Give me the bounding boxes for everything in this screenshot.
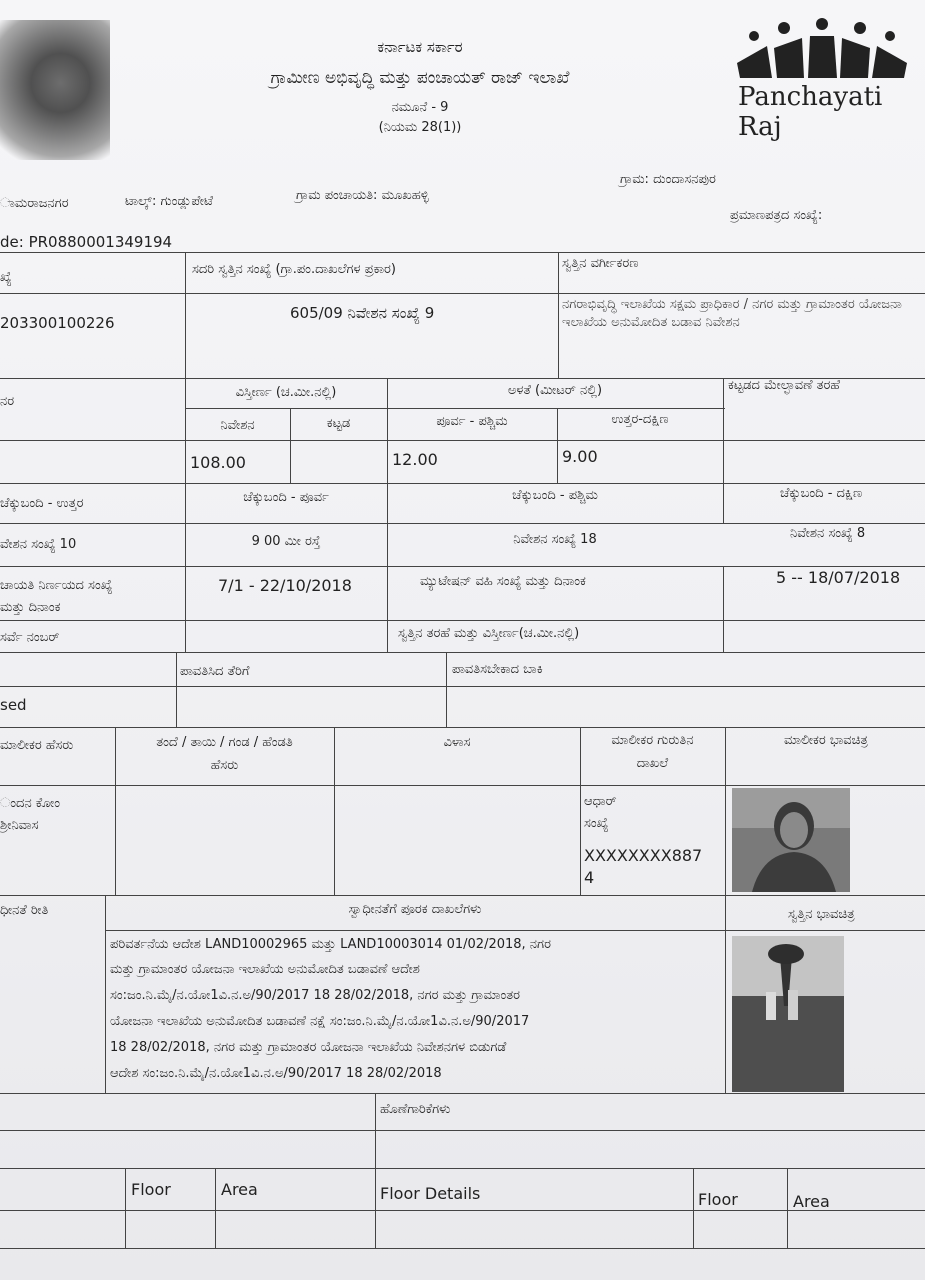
owner-name-2: ಶ್ರೀನಿವಾಸ [0,818,39,833]
grid-line [185,252,186,652]
property-photo [732,936,844,1092]
grid-line [0,523,925,524]
site-area-value: 108.00 [190,453,246,472]
grid-line [0,895,925,896]
grid-line [375,1093,376,1248]
boundary-east-value: 9 00 ಮೀ ರಸ್ತೆ [251,534,321,549]
property-number: 605/09 ನಿವೇಶನ ಸಂಖ್ಯೆ 9 [290,304,435,322]
property-photo-label: ಸ್ವತ್ತಿನ ಭಾವಚಿತ್ರ [788,907,855,922]
address-label: ವಿಳಾಸ [443,735,471,750]
ownership-mode-label: ಧೀನತೆ ರೀತಿ [0,903,49,918]
grid-line [105,930,925,931]
owner-id-label-2: ದಾಖಲೆ [636,756,669,771]
area-header-2: Area [793,1192,830,1211]
measurement-label: ಅಳತೆ (ಮೀಟರ್ ನಲ್ಲಿ) [507,383,603,398]
area-header: Area [221,1180,258,1199]
grid-line [725,727,726,1093]
grid-line [0,686,925,687]
boundary-south-value: ನಿವೇಶನ ಸಂಖ್ಯೆ 8 [790,526,866,541]
grid-line [723,378,724,523]
boundary-east-label: ಚೆಕ್ಕುಬಂದಿ - ಪೂರ್ವ [243,490,329,505]
grid-line [0,620,925,621]
resolution-value: 7/1 - 22/10/2018 [218,576,352,595]
supporting-doc-line: 18 28/02/2018, ನಗರ ಮತ್ತು ಗ್ರಾಮಾಂತರ ಯೋಜನಾ ಇಲಾಖೆಯ ನಿವೇಶನಗಳ ಬಿಡುಗಡೆ [110,1040,507,1055]
boundary-north-value: ವೇಶನ ಸಂಖ್ಯೆ 10 [0,537,77,552]
grid-line [0,785,925,786]
boundary-south-label: ಚೆಕ್ಕುಬಂದಿ - ದಕ್ಷಿಣ [780,486,863,501]
building-label: ಕಟ್ಟಡ [326,416,351,431]
department-title: ಗ್ರಾಮೀಣ ಅಭಿವೃದ್ಧಿ ಮತ್ತು ಪಂಚಾಯತ್ ರಾಜ್ ಇಲಾಖೆ [270,68,570,88]
property-classification: ನಗರಾಭಿವೃದ್ಧಿ ಇಲಾಖೆಯ ಸಕ್ಷಮ ಪ್ರಾಧಿಕಾರ / ನಗರ ಮತ್ತು ಗ್ರಾಮಾಂತರ ಯೋಜನಾ ಇಲಾಖೆಯ ಅನುಮೋದಿತ ಬಡಾವ ನಿವೇಶನ [562,297,902,330]
grid-line [115,727,116,895]
liabilities-label: ಹೊಣೆಗಾರಿಕೆಗಳು [380,1102,451,1117]
form-number: ನಮೂನೆ - 9 [391,100,449,115]
supporting-doc-line: ಪರಿವರ್ತನೆಯ ಆದೇಶ LAND10002965 ಮತ್ತು LAND10003014 01/02/2018, ನಗರ [110,937,551,952]
owner-id-label-1: ಮಾಲೀಕರ ಗುರುತಿನ [611,733,694,748]
gram-panchayat: ಗ್ರಾಮ ಪಂಚಾಯತಿ: ಮೂಖಹಳ್ಳಿ [296,188,429,203]
relation-label-2: ಹೆಸರು [210,758,239,773]
owner-name-1: ಂದನ ಕೋಂ [0,796,60,811]
tax-due-label: ಪಾವತಿಸಬೇಕಾದ ಬಾಕಿ [452,662,543,677]
id-number-value-2: 4 [584,868,595,887]
floor-details-header: Floor Details [380,1184,481,1203]
grid-line [0,483,925,484]
classification-label: ಸ್ವತ್ತಿನ ವರ್ಗೀಕರಣ [562,256,639,271]
property-number-label: ಸದರಿ ಸ್ವತ್ತಿನ ಸಂಖ್ಯೆ (ಗ್ರಾ.ಪಂ.ದಾಖಲೆಗಳ ಪ್ರಕಾರ) [192,262,396,277]
supporting-doc-line: ಆದೇಶ ಸಂ:ಜಂ.ನಿ.ಮೈ/ನ.ಯೋ1ವಿ.ನ.ಅ/90/2017 18 28/02/2018 [110,1066,442,1081]
grid-line [723,566,724,652]
supporting-doc-line: ಸಂ:ಜಂ.ನಿ.ಮೈ/ನ.ಯೋ1ವಿ.ನ.ಅ/90/2017 18 28/02/2018, ನಗರ ಮತ್ತು ಗ್ರಾಮಾಂತರ [110,988,520,1003]
state-emblem-icon [0,20,110,160]
tax-paid-label: ಪಾವತಿಸಿದ ತೆರಿಗೆ [180,664,250,679]
floor-header-2: Floor [698,1190,738,1209]
relation-label-1: ತಂದೆ / ತಾಯಿ / ಗಂಡ / ಹೆಂಡತಿ [156,735,293,750]
grid-line [185,408,725,409]
property-id-label: ಖ್ಯೆ [0,270,12,285]
roof-type-label: ಕಟ್ಟಡದ ಮೇಲ್ಛಾವಣೆ ತರಹೆ [728,378,840,393]
district: ಾಮರಾಜನಗರ [0,196,69,211]
grid-line [0,566,925,567]
grid-line [215,1168,216,1248]
tax-status: sed [0,696,27,714]
survey-number-label: ಸರ್ವೆ ನಂಬರ್ [0,630,60,645]
id-type: ಆಧಾರ್ [584,794,617,809]
property-id: 203300100226 [0,314,115,332]
area-label: ವಿಸ್ತೀರ್ಣ (ಚ.ಮೀ.ನಲ್ಲಿ) [235,385,337,400]
grid-line [105,895,106,1093]
resolution-label-1: ಚಾಯತಿ ನಿರ್ಣಯದ ಸಂಖ್ಯೆ [0,578,113,593]
boundary-north-label: ಚೆಕ್ಕುಬಂದಿ - ಉತ್ತರ [0,496,84,511]
grid-line [0,1248,925,1249]
north-south-value: 9.00 [562,447,598,466]
mutation-value: 5 -- 18/07/2018 [776,568,901,587]
grid-line [125,1168,126,1248]
logo-text: Panchayati Raj [738,82,883,142]
panchayati-raj-logo [732,18,912,80]
grid-line [558,252,559,378]
east-west-value: 12.00 [392,450,438,469]
resolution-label-2: ಮತ್ತು ದಿನಾಂಕ [0,600,61,615]
north-south-label: ಉತ್ತರ-ದಕ್ಷಿಣ [611,412,669,427]
grid-line [0,1093,925,1094]
grid-line [580,727,581,895]
supporting-doc-line: ಮತ್ತು ಗ್ರಾಮಾಂತರ ಯೋಜನಾ ಇಲಾಖೆಯ ಅನುಮೋದಿತ ಬಡಾವಣೆ ಆದೇಶ [110,962,420,977]
grid-line [0,1130,925,1131]
village: ಗ್ರಾಮ: ದುಂದಾಸನಪುರ [620,172,716,187]
rule-number: (ನಿಯಮ 28(1)) [378,120,462,135]
taluk: ಟಾಲ್ಕ್: ಗುಂಡ್ಲುಪೇಟೆ [125,194,214,209]
grid-line [446,652,447,727]
property-code: de: PR0880001349194 [0,233,173,251]
supporting-doc-line: ಯೋಜನಾ ಇಲಾಖೆಯ ಅನುಮೋದಿತ ಬಡಾವಣೆ ನಕ್ಷೆ ಸಂ:ಜಂ.ನಿ.ಮೈ/ನ.ಯೋ1ವಿ.ನ.ಅ/90/2017 [110,1014,530,1029]
certificate-number-label: ಪ್ರಮಾಣಪತ್ರದ ಸಂಖ್ಯೆ: [730,208,823,223]
grid-line [176,652,177,727]
mutation-label: ಮ್ಯುಟೇಷನ್ ವಹಿ ಸಂಖ್ಯೆ ಮತ್ತು ದಿನಾಂಕ [420,574,586,589]
boundary-west-label: ಚೆಕ್ಕುಬಂದಿ - ಪಶ್ಚಿಮ [512,488,598,503]
grid-line [693,1168,694,1248]
dimension-left-label: ನರ [0,394,15,409]
id-number-value-1: XXXXXXXX887 [584,846,703,865]
boundary-west-value: ನಿವೇಶನ ಸಂಖ್ಯೆ 18 [513,532,597,547]
grid-line [787,1168,788,1248]
type-area-label: ಸ್ವತ್ತಿನ ತರಹೆ ಮತ್ತು ವಿಸ್ತೀರ್ಣ(ಚ.ಮೀ.ನಲ್ಲಿ) [398,626,580,641]
owner-photo-label: ಮಾಲೀಕರ ಭಾವಚಿತ್ರ [784,733,868,748]
owner-photo [732,788,850,892]
grid-line [0,440,925,441]
grid-line [0,293,925,294]
owner-name-label: ಮಾಲೀಕರ ಹೆಸರು [0,738,74,753]
govt-title: ಕರ್ನಾಟಕ ಸರ್ಕಾರ [377,38,463,56]
grid-line [334,727,335,895]
grid-line [0,727,925,728]
floor-header: Floor [131,1180,171,1199]
grid-line [0,652,925,653]
east-west-label: ಪೂರ್ವ - ಪಶ್ಚಿಮ [436,414,508,429]
site-label: ನಿವೇಶನ [220,418,255,433]
grid-line [0,252,925,253]
id-number-label: ಸಂಖ್ಯೆ [584,816,609,831]
supporting-docs-label: ಸ್ವಾಧೀನತೆಗೆ ಪೂರಕ ದಾಖಲೆಗಳು [348,902,482,917]
